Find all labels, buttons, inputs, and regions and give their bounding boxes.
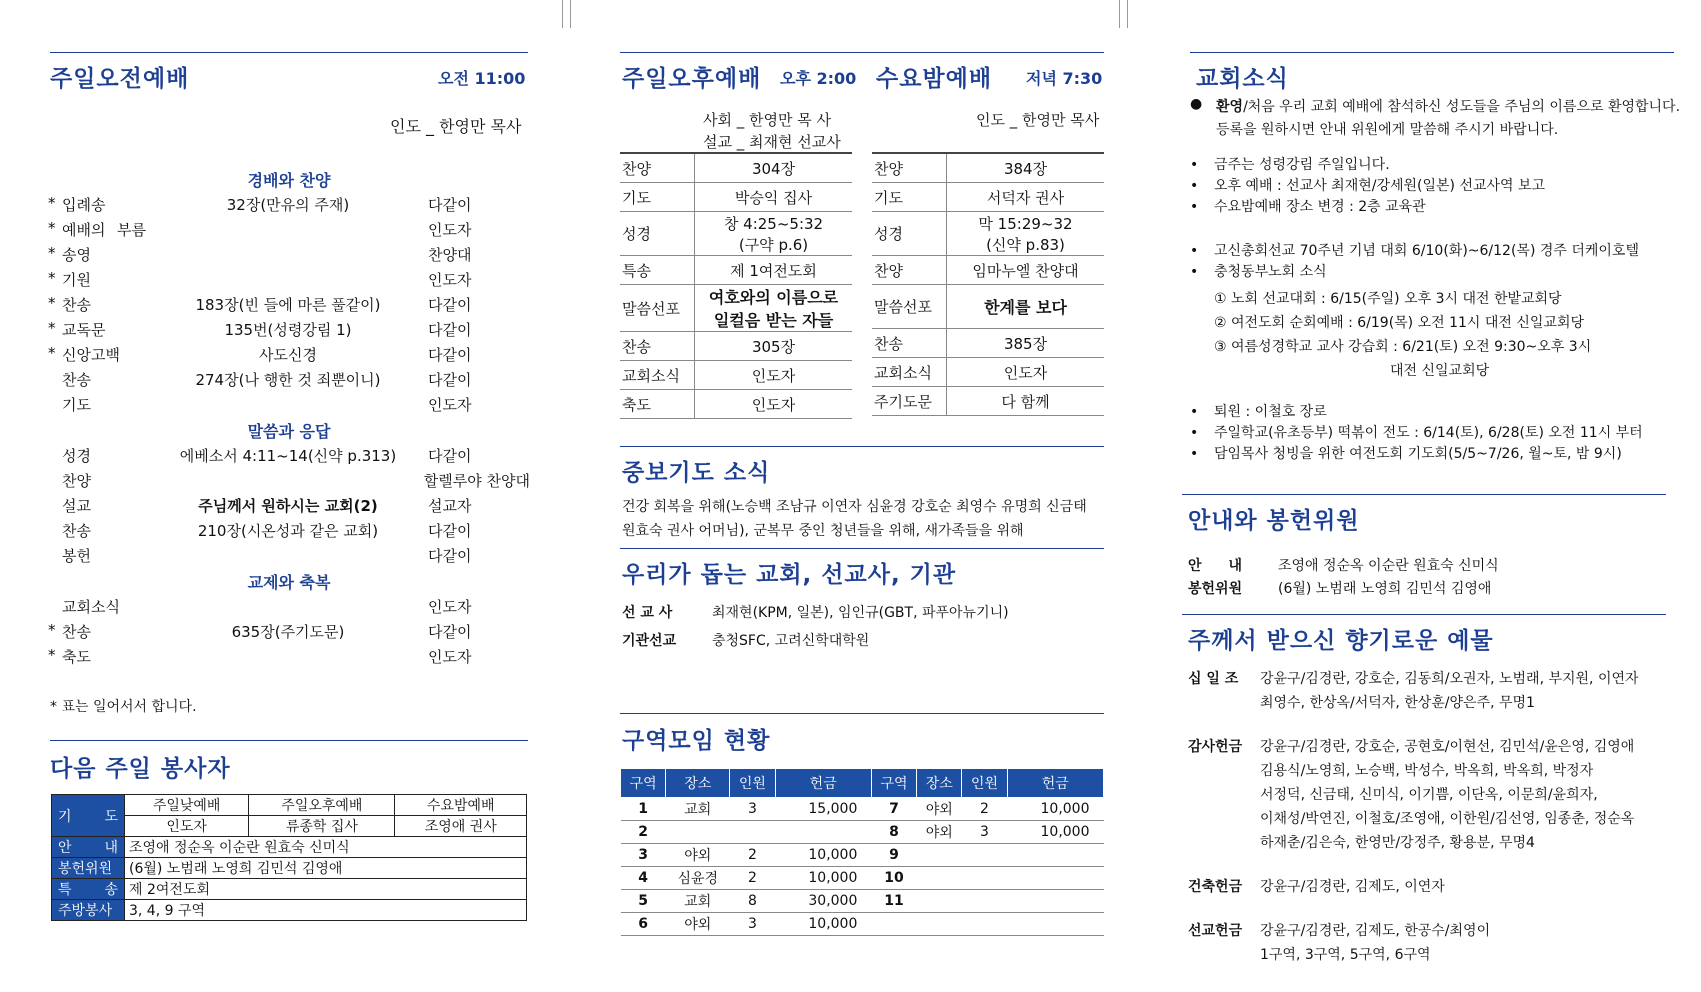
district-row <box>621 798 1104 821</box>
item-name: 봉헌 <box>62 547 91 565</box>
news-text: 고신총회선교 70주년 기념 대회 6/10(화)~6/12(목) 경주 더케이호텔 <box>1214 243 1639 259</box>
district-cell: 1 <box>621 798 666 821</box>
district-cell <box>666 821 730 844</box>
district-cell: 2 <box>730 844 775 867</box>
district-cell: 3 <box>621 844 666 867</box>
star-mark: * <box>48 621 56 639</box>
offering-label: 건축헌금 <box>1188 879 1243 895</box>
district-cell: 2 <box>962 798 1007 821</box>
service-item-row <box>48 219 530 243</box>
program-row <box>872 153 1104 183</box>
item-name: 성경 <box>62 447 91 465</box>
district-cell <box>1007 913 1103 936</box>
row-value: (6월) 노범래 노영희 김민석 김영애 <box>125 858 527 879</box>
program-label: 교회소식 <box>622 366 680 385</box>
service-item-row <box>48 445 530 469</box>
section-heading: 교제와 축복 <box>247 573 331 592</box>
district-cell <box>917 890 962 913</box>
star-mark: * <box>48 344 56 362</box>
district-cell <box>730 821 775 844</box>
program-label: 축도 <box>622 395 651 414</box>
service-item-row <box>48 369 530 393</box>
program-value: 305장 <box>751 337 796 356</box>
district-cell <box>962 913 1007 936</box>
program-value: 304장 <box>751 159 796 178</box>
item-person: 다같이 <box>428 346 472 364</box>
item-person: 찬양대 <box>428 246 472 264</box>
offering-names: 이채성/박연진, 이철호/조영애, 이한원/김선영, 임종춘, 정순옥 <box>1260 811 1635 827</box>
star-mark: * <box>48 219 56 237</box>
item-content: 에베소서 4:11~14(신약 p.313) <box>179 447 397 465</box>
church-news-title: 교회소식 <box>1196 66 1289 92</box>
news-item <box>1188 241 1639 262</box>
program-row <box>620 212 852 256</box>
district-cell: 9 <box>871 844 916 867</box>
col-value: 류종학 집사 <box>249 816 395 837</box>
program-label: 찬양 <box>874 159 903 178</box>
district-cell: 10,000 <box>775 913 871 936</box>
district-cell: 10,000 <box>1007 821 1103 844</box>
row-label: 특 송 <box>52 879 125 900</box>
wednesday-program-table <box>872 152 1104 416</box>
district-cell: 10,000 <box>775 844 871 867</box>
program-label: 교회소식 <box>874 363 932 382</box>
morning-service-title: 주일오전예배 <box>50 66 190 92</box>
support-label: 선 교 사 <box>622 605 673 621</box>
district-col-header: 구역 <box>621 769 666 798</box>
district-cell: 4 <box>621 867 666 890</box>
district-col-header: 장소 <box>666 769 730 798</box>
program-value: 인도자 <box>751 366 796 385</box>
service-item-row <box>48 244 530 268</box>
item-name: 기원 <box>62 271 91 289</box>
news-list <box>1188 402 1643 465</box>
news-text: 수요밤예배 장소 변경 : 2층 교육관 <box>1214 199 1426 215</box>
service-item-row <box>48 470 530 494</box>
district-cell <box>962 867 1007 890</box>
section-rule <box>50 52 528 53</box>
bullet-mark: • <box>1190 199 1199 215</box>
item-content: 135번(성령강림 1) <box>224 321 352 339</box>
news-text: 퇴원 : 이철호 장로 <box>1214 404 1327 420</box>
district-col-header: 구역 <box>871 769 916 798</box>
district-cell: 6 <box>621 913 666 936</box>
item-name: 입례송 <box>62 196 106 214</box>
news-text: 담임목사 청빙을 위한 여전도회 기도회(5/5~7/26, 월~토, 밤 9시) <box>1214 446 1622 462</box>
service-item-row <box>48 545 530 569</box>
row-label: 봉헌위원 <box>52 858 125 879</box>
item-name: 찬송 <box>62 296 91 314</box>
offering-label: 감사헌금 <box>1188 739 1243 755</box>
item-person: 다같이 <box>428 371 472 389</box>
district-cell <box>1007 867 1103 890</box>
item-name: 송영 <box>62 246 91 264</box>
offering-names: 강윤구/김경란, 강호순, 김동희/오권자, 노범래, 부지원, 이연자 <box>1260 671 1639 687</box>
program-label: 찬송 <box>874 334 903 353</box>
morning-service-time: 오전 11:00 <box>438 69 526 88</box>
item-content: 210장(시온성과 같은 교회) <box>197 522 379 540</box>
bullet-mark: • <box>1190 404 1199 420</box>
program-value: 다 함께 <box>1001 392 1050 411</box>
afternoon-service-title: 주일오후예배 <box>622 66 762 92</box>
item-person: 할렐루야 찬양대 <box>423 472 530 490</box>
district-cell: 10,000 <box>1007 798 1103 821</box>
program-row <box>620 256 852 285</box>
program-value: 제 1여전도회 <box>730 261 817 280</box>
item-content: 32장(만유의 주재) <box>226 196 350 214</box>
program-row <box>872 329 1104 358</box>
program-label: 찬송 <box>622 337 651 356</box>
afternoon-service-time: 오후 2:00 <box>780 69 857 88</box>
program-value-line2: 일컬음 받는 자들 <box>713 311 834 330</box>
district-cell: 10 <box>871 867 916 890</box>
item-name: 설교 <box>62 497 91 515</box>
afternoon-preacher: 설교 _ 최재현 선교사 <box>703 133 841 151</box>
item-content: 635장(주기도문) <box>231 623 345 641</box>
offering-names: 김용식/노영희, 노승백, 박성수, 박옥희, 박옥희, 박정자 <box>1260 763 1594 779</box>
program-row <box>620 153 852 183</box>
district-cell: 11 <box>871 890 916 913</box>
district-cell <box>917 913 962 936</box>
district-col-header: 헌금 <box>1007 769 1103 798</box>
star-mark: * <box>48 244 56 262</box>
district-cell <box>1007 890 1103 913</box>
district-cell: 야외 <box>917 821 962 844</box>
offerings-title: 주께서 받으신 향기로운 예물 <box>1188 628 1494 654</box>
program-label: 찬양 <box>874 261 903 280</box>
offering-names: 최영수, 한상옥/서덕자, 한상훈/양은주, 무명1 <box>1260 695 1535 711</box>
row-value: 3, 4, 9 구역 <box>125 900 527 921</box>
program-row <box>872 387 1104 416</box>
program-label: 성경 <box>622 225 651 243</box>
program-value: 창 4:25~5:32 <box>723 214 824 233</box>
program-value-line2: (구약 p.6) <box>738 235 809 254</box>
col-value: 인도자 <box>125 816 249 837</box>
star-mark: * <box>48 294 56 312</box>
program-label: 기도 <box>622 188 651 207</box>
news-text: 충청동부노회 소식 <box>1214 264 1327 280</box>
item-name: 찬송 <box>62 623 91 641</box>
item-name: 교독문 <box>62 321 106 339</box>
program-value: 인도자 <box>751 395 796 414</box>
item-content: 274장(나 행한 것 죄뿐이니) <box>195 371 381 389</box>
program-row <box>620 332 852 361</box>
district-cell: 심윤경 <box>666 867 730 890</box>
guide-label: 안 내 <box>1188 558 1242 574</box>
wednesday-service-time: 저녁 7:30 <box>1026 69 1103 88</box>
welcome-message: /처음 우리 교회 예배에 참석하신 성도들을 주님의 이름으로 환영합니다. <box>1243 99 1681 115</box>
district-row <box>621 890 1104 913</box>
item-name: 교회소식 <box>62 598 120 616</box>
district-row <box>621 913 1104 936</box>
item-person: 인도자 <box>428 271 472 289</box>
presbytery-news-item: 대전 신일교회당 <box>1390 363 1490 379</box>
district-cell <box>871 913 916 936</box>
item-name: 신앙고백 <box>62 346 120 364</box>
district-cell: 15,000 <box>775 798 871 821</box>
guide-value: (6월) 노범래 노영희 김민석 김영애 <box>1278 581 1492 597</box>
district-cell <box>962 844 1007 867</box>
presbytery-news-item: ② 여전도회 순회예배 : 6/19(목) 오전 11시 대전 신일교회당 <box>1214 315 1585 331</box>
news-text: 금주는 성령강림 주일입니다. <box>1214 157 1390 173</box>
item-name: 축도 <box>62 648 91 666</box>
item-person: 다같이 <box>428 296 472 314</box>
row-value: 조영애 정순옥 이순란 원효숙 신미식 <box>125 837 527 858</box>
program-label: 주기도문 <box>874 392 932 411</box>
offering-names: 강윤구/김경란, 김제도, 한공수/최영이 <box>1260 923 1491 939</box>
afternoon-host: 사회 _ 한영만 목 사 <box>703 111 832 129</box>
program-value: 인도자 <box>1003 363 1048 382</box>
offering-names: 강윤구/김경란, 강호순, 공현호/이현선, 김민석/윤은영, 김영애 <box>1260 739 1635 755</box>
support-label: 기관선교 <box>622 633 677 649</box>
afternoon-program-table <box>620 152 852 419</box>
item-content: 주님께서 원하시는 교회(2) <box>198 497 378 515</box>
section-rule <box>620 713 1104 714</box>
star-mark: * <box>48 194 56 212</box>
guide-label: 봉헌위원 <box>1188 581 1243 597</box>
district-cell: 2 <box>621 821 666 844</box>
offering-names: 서정덕, 신금태, 신미식, 이기쁨, 이단옥, 이문희/윤희자, <box>1260 787 1598 803</box>
news-text: 주일학교(유초등부) 떡볶이 전도 : 6/14(토), 6/28(토) 오전 11시 부터 <box>1214 425 1643 441</box>
district-cell: 7 <box>871 798 916 821</box>
page-divider <box>1127 0 1128 28</box>
item-person: 인도자 <box>428 396 472 414</box>
district-cell: 5 <box>621 890 666 913</box>
item-person: 인도자 <box>428 221 472 239</box>
district-row <box>621 867 1104 890</box>
district-cell: 교회 <box>666 798 730 821</box>
program-label: 특송 <box>622 261 651 280</box>
section-heading: 경배와 찬양 <box>247 171 331 190</box>
program-value: 여호와의 이름으로 <box>708 288 839 307</box>
district-meeting-table <box>620 768 1104 936</box>
intercession-line: 건강 회복을 위해(노승백 조남규 이연자 심윤경 강호순 최영수 유명희 신금태 <box>622 499 1087 515</box>
star-mark: * <box>48 319 56 337</box>
program-row <box>872 212 1104 256</box>
district-cell: 야외 <box>917 798 962 821</box>
districts-title: 구역모임 현황 <box>622 728 771 754</box>
service-item-row <box>48 194 530 218</box>
service-item-row <box>48 269 530 293</box>
district-cell: 2 <box>730 867 775 890</box>
news-text: 오후 예배 : 선교사 최재현/강세원(일본) 선교사역 보고 <box>1214 178 1546 194</box>
district-col-header: 장소 <box>917 769 962 798</box>
bullet-mark: • <box>1190 264 1199 280</box>
page-divider <box>1119 0 1120 28</box>
section-rule <box>1182 494 1666 495</box>
bullet-mark: • <box>1190 425 1199 441</box>
item-person: 다같이 <box>428 623 472 641</box>
news-item <box>1188 402 1643 423</box>
district-cell: 야외 <box>666 913 730 936</box>
item-name: 기도 <box>62 396 91 414</box>
news-item <box>1188 262 1639 283</box>
section-heading: 말씀과 응답 <box>247 422 331 441</box>
service-item-row <box>48 495 530 519</box>
news-item <box>1188 155 1545 176</box>
news-item <box>1188 423 1643 444</box>
service-item-row <box>48 294 530 318</box>
program-value: 한계를 보다 <box>984 298 1067 317</box>
page-divider <box>562 0 563 28</box>
section-rule <box>1190 52 1674 53</box>
item-content: 183장(빈 들에 마른 풀같이) <box>195 296 381 314</box>
item-person: 다같이 <box>428 447 472 465</box>
program-row <box>620 361 852 390</box>
district-cell: 교회 <box>666 890 730 913</box>
district-cell: 8 <box>871 821 916 844</box>
program-value: 막 15:29~32 <box>978 214 1073 233</box>
item-person: 다같이 <box>428 196 472 214</box>
program-value: 서덕자 권사 <box>986 188 1065 207</box>
wednesday-service-title: 수요밤예배 <box>876 66 993 92</box>
item-person: 설교자 <box>428 497 472 515</box>
district-cell <box>917 844 962 867</box>
presbytery-news-item: ③ 여름성경학교 교사 강습회 : 6/21(토) 오전 9:30~오후 3시 <box>1214 339 1592 355</box>
service-item-row <box>48 596 530 620</box>
item-person: 인도자 <box>428 648 472 666</box>
district-col-header: 헌금 <box>775 769 871 798</box>
offering-label: 선교헌금 <box>1188 923 1243 939</box>
intercession-title: 중보기도 소식 <box>622 460 771 486</box>
program-label: 말씀선포 <box>874 298 932 316</box>
wednesday-leader: 인도 _ 한영만 목사 <box>976 111 1100 129</box>
district-cell: 3 <box>962 821 1007 844</box>
service-item-row <box>48 646 530 670</box>
program-value: 384장 <box>1003 159 1048 178</box>
item-name: 찬송 <box>62 371 91 389</box>
col-header: 주일오후예배 <box>249 795 395 816</box>
service-item-row <box>48 344 530 368</box>
item-content: 사도신경 <box>259 346 317 364</box>
welcome-bold: 환영 <box>1216 99 1244 115</box>
district-cell <box>1007 844 1103 867</box>
offering-label: 십 일 조 <box>1188 671 1239 687</box>
section-rule <box>1182 614 1666 615</box>
district-cell: 3 <box>730 913 775 936</box>
welcome-bullet: ● <box>1190 96 1203 112</box>
morning-leader: 인도 _ 한영만 목사 <box>390 117 522 136</box>
offering-names: 강윤구/김경란, 김제도, 이연자 <box>1260 879 1445 895</box>
support-value: 최재현(KPM, 일본), 임인규(GBT, 파푸아뉴기니) <box>712 605 1009 621</box>
district-col-header: 인원 <box>730 769 775 798</box>
next-week-servers-table <box>51 794 527 921</box>
presbytery-news-item: ① 노회 선교대회 : 6/15(주일) 오후 3시 대전 한밭교회당 <box>1214 291 1562 307</box>
news-list <box>1188 241 1639 283</box>
program-row <box>872 285 1104 329</box>
support-title: 우리가 돕는 교회, 선교사, 기관 <box>622 562 957 588</box>
service-item-row <box>48 621 530 645</box>
program-value: 임마누엘 찬양대 <box>972 261 1079 280</box>
news-list <box>1188 155 1545 218</box>
section-rule <box>620 548 1104 549</box>
bullet-mark: • <box>1190 243 1199 259</box>
prayer-label: 기 도 <box>52 795 125 837</box>
bullet-mark: • <box>1190 178 1199 194</box>
program-label: 말씀선포 <box>622 299 680 318</box>
program-label: 성경 <box>874 225 903 243</box>
program-row <box>872 183 1104 212</box>
district-cell <box>917 867 962 890</box>
row-label: 안 내 <box>52 837 125 858</box>
service-item-row <box>48 520 530 544</box>
intercession-line: 원효숙 권사 어머님), 군복무 중인 청년들을 위해, 새가족들을 위해 <box>622 523 1024 539</box>
row-value: 제 2여전도회 <box>125 879 527 900</box>
section-rule <box>50 740 528 741</box>
support-value: 충청SFC, 고려신학대학원 <box>712 633 870 649</box>
program-row <box>872 256 1104 285</box>
service-item-row <box>48 319 530 343</box>
section-rule <box>620 52 1104 53</box>
district-cell: 8 <box>730 890 775 913</box>
col-header: 주일낮예배 <box>125 795 249 816</box>
district-cell <box>775 821 871 844</box>
district-cell: 야외 <box>666 844 730 867</box>
news-item <box>1188 176 1545 197</box>
section-rule <box>620 446 1104 447</box>
item-name: 예배의 부름 <box>62 221 146 239</box>
star-mark: * <box>48 269 56 287</box>
item-person: 인도자 <box>428 598 472 616</box>
col-header: 수요밤예배 <box>395 795 527 816</box>
item-name: 찬양 <box>62 472 91 490</box>
item-person: 다같이 <box>428 547 472 565</box>
program-value: 385장 <box>1003 334 1048 353</box>
program-row <box>620 183 852 212</box>
program-row <box>872 358 1104 387</box>
standing-note: * 표는 일어서서 합니다. <box>50 699 197 715</box>
col-value: 조영애 권사 <box>395 816 527 837</box>
district-row <box>621 844 1104 867</box>
program-label: 기도 <box>874 188 903 207</box>
bullet-mark: • <box>1190 157 1199 173</box>
district-cell: 30,000 <box>775 890 871 913</box>
district-cell: 3 <box>730 798 775 821</box>
row-label: 주방봉사 <box>52 900 125 921</box>
welcome-text <box>1216 96 1680 116</box>
program-value: 박승익 집사 <box>734 188 813 207</box>
news-item <box>1188 197 1545 218</box>
guide-value: 조영애 정순옥 이순란 원효숙 신미식 <box>1278 558 1499 574</box>
district-row <box>621 821 1104 844</box>
page-divider <box>570 0 571 28</box>
item-name: 찬송 <box>62 522 91 540</box>
program-row <box>620 285 852 332</box>
item-person: 다같이 <box>428 522 472 540</box>
welcome-text-2: 등록을 원하시면 안내 위원에게 말씀해 주시기 바랍니다. <box>1216 122 1559 138</box>
item-person: 다같이 <box>428 321 472 339</box>
program-label: 찬양 <box>622 159 651 178</box>
program-row <box>620 390 852 419</box>
district-cell: 10,000 <box>775 867 871 890</box>
offering-names: 1구역, 3구역, 5구역, 6구역 <box>1260 947 1431 963</box>
service-item-row <box>48 394 530 418</box>
district-cell <box>962 890 1007 913</box>
guides-title: 안내와 봉헌위원 <box>1188 508 1360 534</box>
news-item <box>1188 444 1643 465</box>
bullet-mark: • <box>1190 446 1199 462</box>
program-value-line2: (신약 p.83) <box>986 235 1065 254</box>
star-mark: * <box>48 646 56 664</box>
next-week-title: 다음 주일 봉사자 <box>50 756 231 782</box>
district-col-header: 인원 <box>962 769 1007 798</box>
offering-names: 하재춘/김은숙, 한영만/강정주, 황용분, 무명4 <box>1260 835 1535 851</box>
